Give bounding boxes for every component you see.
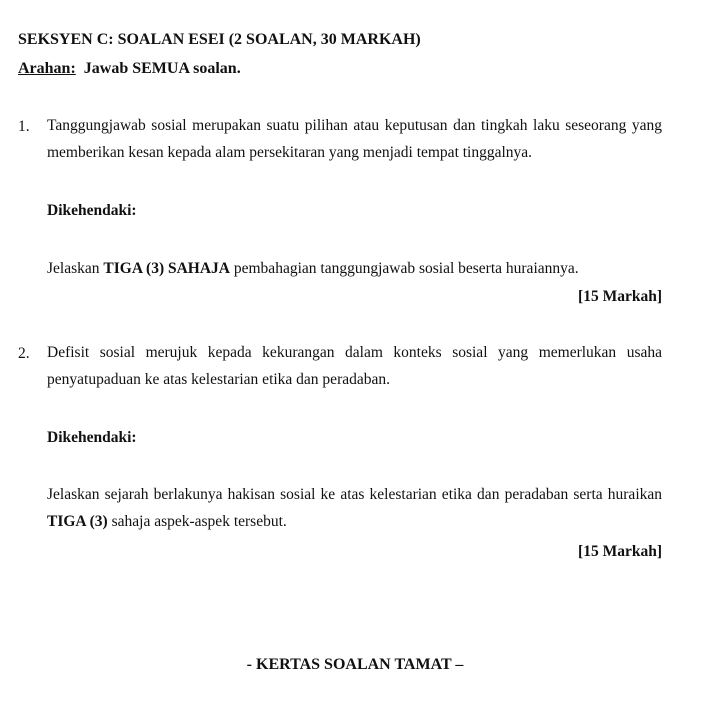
section-title: SEKSYEN C: SOALAN ESEI (2 SOALAN, 30 MARKAH) (18, 31, 421, 48)
end-of-paper: - KERTAS SOALAN TAMAT – (246, 656, 464, 673)
question-1-task (47, 255, 662, 282)
question-1-text: Tanggungjawab sosial merupakan suatu pilihan atau keputusan dan tingkah laku seseorang yang memberikan kesan kepada alam persekitaran yang menjadi tempat tinggalnya. (47, 117, 662, 161)
question-1-marks: [15 Markah] (578, 288, 662, 305)
question-2-text: Defisit sosial merujuk kepada kekurangan dalam konteks sosial yang memerlukan usaha penyatupaduan ke atas kelestarian etika dan peradaban. (47, 344, 662, 388)
question-2-task-post: sahaja aspek-aspek tersebut. (107, 513, 287, 530)
question-1-task-pre: Jelaskan (47, 260, 104, 277)
question-2-task-pre: Jelaskan sejarah berlakunya hakisan sosial ke atas kelestarian etika dan peradaban serta huraikan (47, 486, 662, 503)
instruction (18, 59, 241, 78)
question-1-required-label: Dikehendaki: (47, 202, 137, 219)
question-2-task-bold: TIGA (3) (47, 513, 108, 530)
instruction-text: Jawab SEMUA soalan. (83, 60, 241, 77)
question-1-number: 1. (18, 118, 30, 135)
instruction-label: Arahan: (18, 60, 76, 77)
question-1-task-post: pembahagian tanggungjawab sosial beserta huraiannya. (230, 260, 579, 277)
question-2-marks: [15 Markah] (578, 543, 662, 560)
question-2-number: 2. (18, 345, 30, 362)
question-2-task (47, 481, 662, 535)
question-2-required-label: Dikehendaki: (47, 429, 137, 446)
question-1-task-bold: TIGA (3) SAHAJA (103, 260, 230, 277)
